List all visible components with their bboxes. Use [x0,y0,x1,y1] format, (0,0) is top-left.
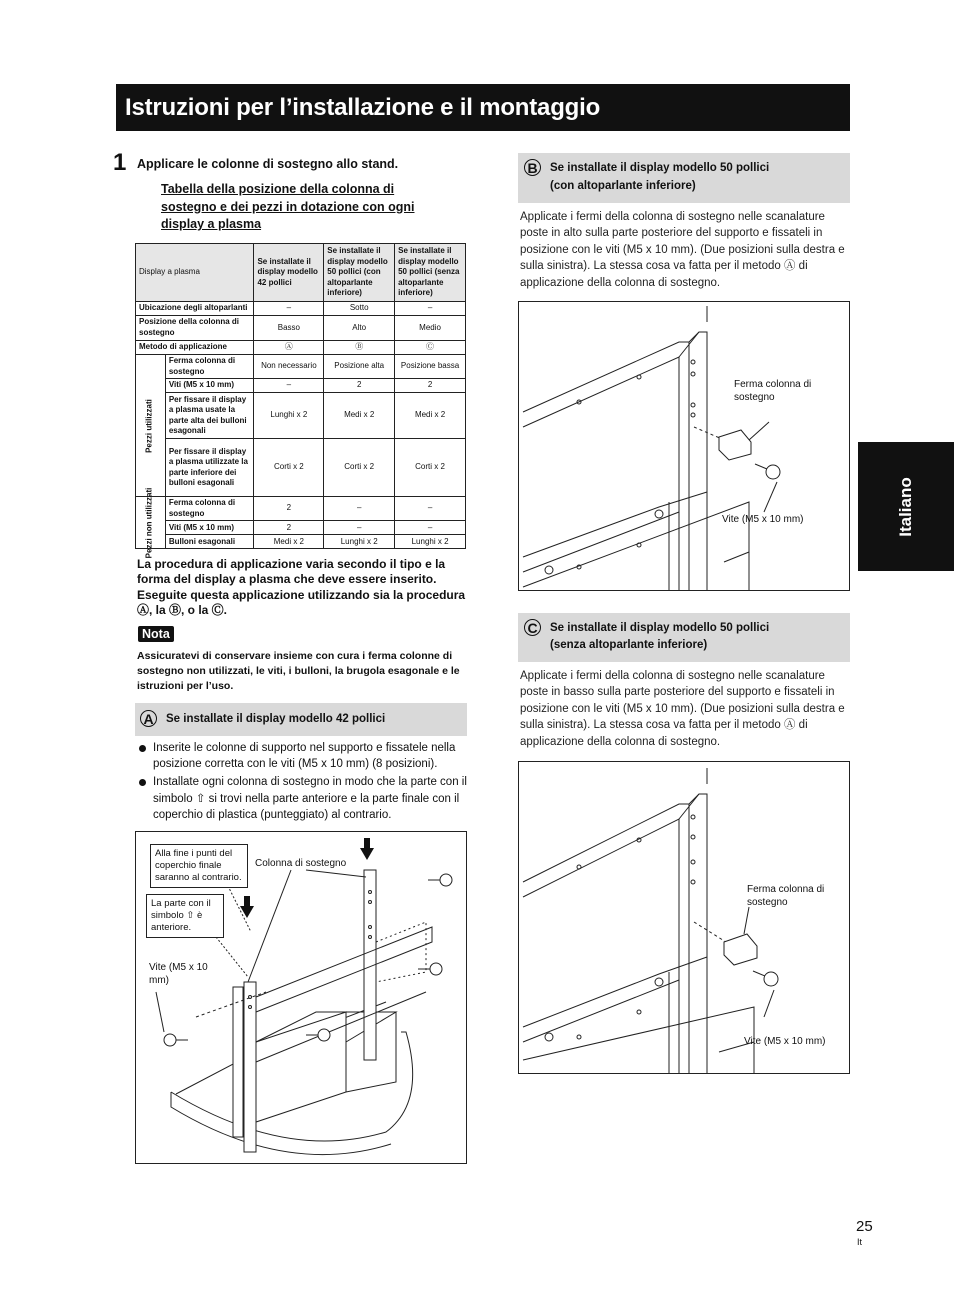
table-cell: Posizione alta [324,355,395,379]
table-row [136,341,466,355]
fig-a-label-colonna: Colonna di sostegno [255,858,347,869]
table-cell: Lunghi x 2 [254,393,324,439]
page-title: Istruzioni per l’installazione e il montaggio [125,94,601,121]
table-cell: Medi x 2 [395,393,466,439]
row-label: Metodo di applicazione [136,341,254,355]
table-cell: – [254,302,324,316]
section-c-title-2: (senza altoparlante inferiore) [550,639,708,651]
figure-b-drawing [519,302,849,590]
row-label: Bulloni esagonali [165,535,254,549]
bullet-item: Inserite le colonne di supporto nel supporto e fissatele nella posizione corretta con le viti (M5 x 10 mm) (8 posizioni). [137,740,469,772]
table-cell: Lunghi x 2 [395,535,466,549]
section-b-header [518,153,850,203]
row-label: Viti (M5 x 10 mm) [165,379,254,393]
section-c-text: Applicate i fermi della colonna di sostegno nelle scanalature poste in basso sulla parte posteriore del supporto e fissateli in posizione con le viti (M5 x 10 mm). (Due posizioni sulla destra e sulla sinistra). La stessa cosa va fatta per il metodo Ⓐ di applicazione della colonna di sostegno. [520,670,845,748]
section-b-letter: B [524,159,541,176]
language-side-tab [858,442,954,571]
table-cell: Medio [395,316,466,341]
section-c-title-1: Se installate il display modello 50 pollici [550,622,770,634]
table-cell: – [324,521,395,535]
table-cell: Medi x 2 [254,535,324,549]
section-b-text: Applicate i fermi della colonna di sostegno nelle scanalature poste in alto sulla parte posteriore del supporto e fissateli in posizione con le viti (M5 x 10 mm). (Due posizioni sulla destra e sulla sinistra). La stessa cosa va fatta per il metodo Ⓐ di applicazione della colonna di sostegno. [520,211,845,289]
section-a-bullets [137,740,469,825]
table-row [136,355,466,379]
section-b-title-2: (con altoparlante inferiore) [550,180,696,192]
step-number: 1 [113,149,127,176]
group-label-used: Pezzi utilizzati [136,355,166,497]
row-label: Ferma colonna di sostegno [165,497,254,521]
figure-a [135,831,467,1164]
page-title-bar [116,84,850,131]
fig-c-label-ferma: Ferma colonna di sostegno [747,884,825,908]
group-label-unused: Pezzi non utilizzati [136,497,166,549]
table-title: Tabella della posizione della colonna di sostegno e dei pezzi in dotazione con ogni display a plasma [161,182,415,231]
fig-c-label-vite: Vite (M5 x 10 mm) [744,1036,826,1047]
table-row [136,316,466,341]
nota-text: Assicuratevi di conservare insieme con cura i ferma colonne di sostegno non utilizzati, le viti, i bulloni, la brugola esagonale e le istruzioni per l’uso. [137,650,460,693]
table-cell: Corti x 2 [254,439,324,497]
table-cell: Corti x 2 [324,439,395,497]
table-cell: Posizione bassa [395,355,466,379]
procedure-text: La procedura di applicazione varia secondo il tipo e la forma del display a plasma che deve essere inserito. Eseguite questa applicazione utilizzando sia la procedura Ⓐ, la Ⓑ, o la Ⓒ. [137,557,466,618]
table-cell: Ⓑ [324,341,395,355]
table-row [136,535,466,549]
table-cell: 2 [324,379,395,393]
table-cell: Non necessario [254,355,324,379]
table-head-label: Display a plasma [136,244,254,302]
figure-c-drawing [519,762,849,1073]
table-cell: 2 [254,497,324,521]
section-a-letter: A [140,710,157,727]
figure-c [518,761,850,1074]
table-cell: Lunghi x 2 [324,535,395,549]
fig-b-label-vite: Vite (M5 x 10 mm) [722,514,804,525]
figure-b [518,301,850,591]
table-cell: – [395,521,466,535]
table-cell: 2 [395,379,466,393]
fig-a-label-box1: Alla fine i punti del coperchio finale saranno al contrario. [150,844,248,888]
section-b-title-1: Se installate il display modello 50 pollici [550,162,770,174]
table-cell: 2 [254,521,324,535]
table-cell: Medi x 2 [324,393,395,439]
table-cell: Basso [254,316,324,341]
fig-b-label-ferma: Ferma colonna di sostegno [734,379,812,403]
page-number: 25 [856,1218,873,1235]
table-col-head: Se installate il display modello 50 pollici (con altoparlante inferiore) [324,244,395,302]
table-row [136,497,466,521]
section-c-header [518,613,850,662]
table-col-head: Se installate il display modello 42 pollici [254,244,324,302]
table-cell: – [324,497,395,521]
row-label: Per fissare il display a plasma usate la parte alta dei bulloni esagonali [165,393,254,439]
side-tab-label: Italiano [896,476,915,537]
table-row [136,302,466,316]
section-a-title: Se installate il display modello 42 pollici [166,713,386,725]
table-cell: Alto [324,316,395,341]
table-cell: Sotto [324,302,395,316]
spec-table [135,243,466,559]
table-col-head: Se installate il display modello 50 pollici (senza altoparlante inferiore) [395,244,466,302]
table-cell: – [395,497,466,521]
table-cell: Ⓒ [395,341,466,355]
fig-a-label-box2: La parte con il simbolo ⇧ è anteriore. [146,894,224,938]
section-c-letter: C [524,619,541,636]
table-row [136,439,466,497]
row-label: Ferma colonna di sostegno [165,355,254,379]
step-text: Applicare le colonne di sostegno allo stand. [137,157,399,171]
table-row [136,393,466,439]
nota-label: Nota [138,626,174,642]
table-row [136,521,466,535]
table-row [136,379,466,393]
table-cell: Corti x 2 [395,439,466,497]
bullet-item: Installate ogni colonna di sostegno in modo che la parte con il simbolo ⇧ si trovi nella parte anteriore e la parte finale con il coperchio di plastica (punteggiato) al contrario. [137,774,469,823]
row-label: Ubicazione degli altoparlanti [136,302,254,316]
table-header-row [136,244,466,302]
table-cell: – [254,379,324,393]
row-label: Per fissare il display a plasma utilizzate la parte inferiore dei bulloni esagonali [165,439,254,497]
row-label: Posizione della colonna di sostegno [136,316,254,341]
fig-a-label-vite: Vite (M5 x 10 mm) [149,962,208,986]
section-a-header [135,703,467,736]
page-language-code: It [857,1237,863,1247]
row-label: Viti (M5 x 10 mm) [165,521,254,535]
table-cell: – [395,302,466,316]
table-cell: Ⓐ [254,341,324,355]
